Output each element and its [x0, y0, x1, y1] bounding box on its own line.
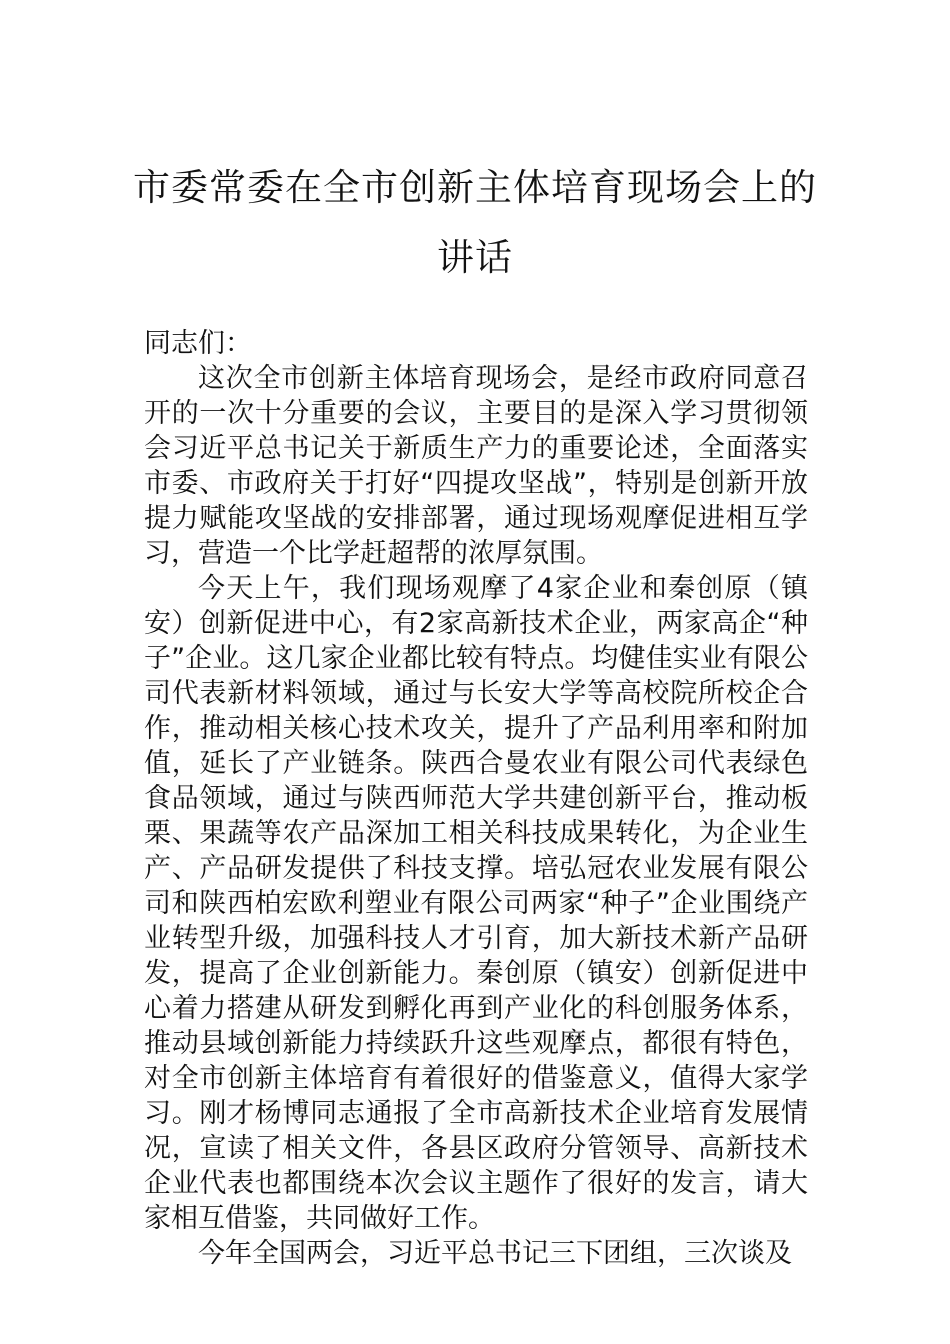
document-title-line-2: 讲话: [437, 236, 513, 279]
salutation: 同志们：: [144, 328, 252, 359]
document-title-line-1: 市委常委在全市创新主体培育现场会上的: [133, 166, 817, 209]
document-body: [144, 326, 808, 1271]
paragraph-1: 这次全市创新主体培育现场会，是经市政府同意召开的一次十分重要的会议，主要目的是深入学习贯彻领会习近平总书记关于新质生产力的重要论述，全面落实市委、市政府关于打好“四提攻坚战”，特别是创新开放提力赋能攻坚战的安排部署，通过现场观摩促进相互学习，营造一个比学赶超帮的浓厚氛围。: [144, 363, 808, 569]
paragraph-2: 今天上午，我们现场观摩了4家企业和秦创原（镇安）创新促进中心，有2家高新技术企业，两家高企“种子”企业。这几家企业都比较有特点。均健佳实业有限公司代表新材料领域，通过与长安大学等高校院所校企合作，推动相关核心技术攻关，提升了产品利用率和附加值，延长了产业链条。陕西合曼农业有限公司代表绿色食品领域，通过与陕西师范大学共建创新平台，推动板栗、果蔬等农产品深加工相关科技成果转化，为企业生产、产品研发提供了科技支撑。培弘冠农业发展有限公司和陕西柏宏欧利塑业有限公司两家“种子”企业围绕产业转型升级，加强科技人才引育，加大新技术新产品研发，提高了企业创新能力。秦创原（镇安）创新促进中心着力搭建从研发到孵化再到产业化的科创服务体系，推动县域创新能力持续跃升这些观摩点，都很有特色，对全市创新主体培育有着很好的借鉴意义，值得大家学习。刚才杨博同志通报了全市高新技术企业培育发展情况，宣读了相关文件，各县区政府分管领导、高新技术企业代表也都围绕本次会议主题作了很好的发言，请大家相互借鉴，共同做好工作。: [144, 573, 808, 1234]
paragraph-3: 今年全国两会，习近平总书记三下团组，三次谈及: [198, 1238, 792, 1269]
